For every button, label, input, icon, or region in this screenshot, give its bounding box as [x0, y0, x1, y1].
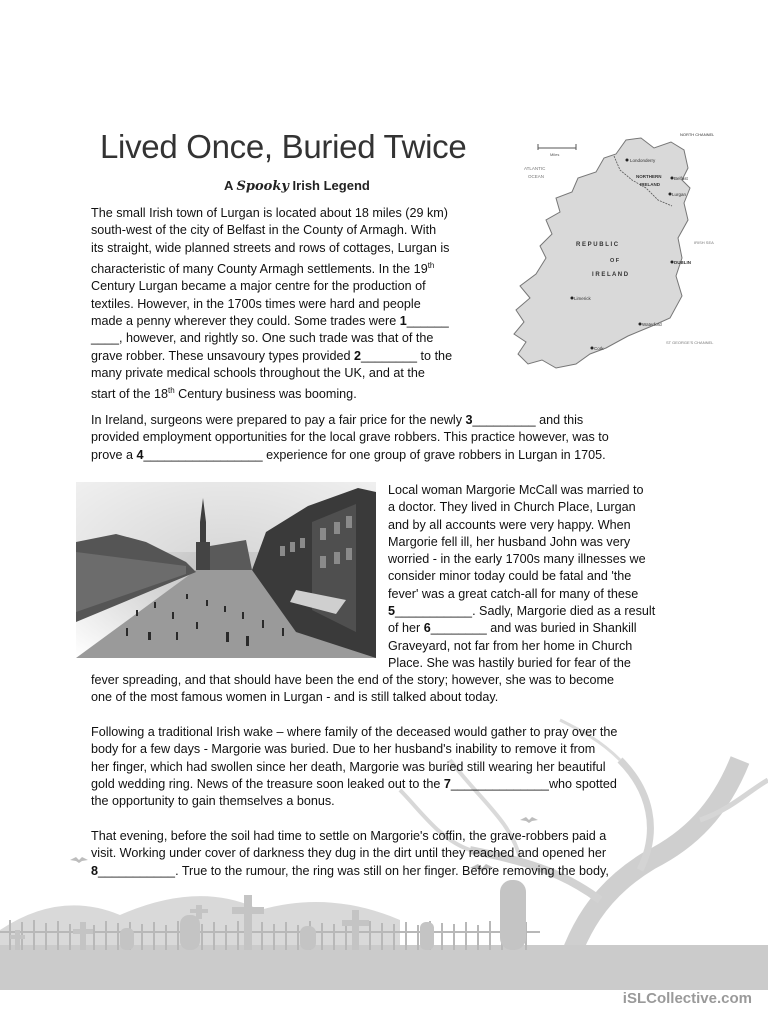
- ireland-map: [506, 128, 714, 378]
- svg-text:IRELAND: IRELAND: [640, 182, 660, 187]
- worksheet-title: Lived Once, Buried Twice: [100, 128, 467, 165]
- blank-7: 7: [443, 776, 451, 791]
- svg-text:ST GEORGE'S CHANNEL: ST GEORGE'S CHANNEL: [666, 340, 714, 345]
- subtitle-prefix: A: [224, 178, 233, 193]
- svg-text:Lurgan: Lurgan: [672, 192, 687, 197]
- blank-8: 8: [91, 863, 99, 878]
- svg-text:NORTHERN: NORTHERN: [636, 174, 662, 179]
- lurgan-street-photo: [76, 482, 376, 658]
- blank-5: 5: [388, 604, 396, 619]
- svg-text:O F: O F: [610, 258, 620, 264]
- paragraph-3-continued: fever spreading, and that should have been the end of the story; however, she was to become one of the most famous women in Lurgan - and is still talked about today.: [91, 673, 614, 705]
- svg-text:I R E L A N D: I R E L A N D: [592, 272, 629, 278]
- worksheet-subtitle: [224, 178, 370, 194]
- paragraph-1: The small Irish town of Lurgan is located about 18 miles (29 km) south-west of the city of Belfast in the County of Armagh. With its straight, wide planned streets and rows of cottages, Lurgan is characteristic of many County Armagh settlements. In the 19th Century Lurgan became a major centre for the production of textiles. However, in the 1700s times were hard and people made a penny wherever they could. Some trades were 1______ ____, however, and rightly so. One such trade was that of the grave robber. These unsavoury types provided 2________ to the many private medical schools throughout the UK, and at the start of the 18th Century business was booming.: [91, 206, 453, 402]
- svg-text:NORTH CHANNEL: NORTH CHANNEL: [680, 132, 714, 137]
- svg-text:Cork: Cork: [594, 346, 604, 351]
- svg-text:DUBLIN: DUBLIN: [674, 260, 691, 265]
- svg-text:OCEAN: OCEAN: [528, 174, 545, 179]
- svg-text:IRISH SEA: IRISH SEA: [694, 240, 714, 245]
- svg-text:Londonderry: Londonderry: [630, 158, 656, 163]
- paragraph-3: Local woman Margorie McCall was married to a doctor. They lived in Church Place, Lurgan and by all accounts were very happy. When Margorie fell ill, her husband John was very worried - in the early 1700s many illnesses we consider minor today could be fatal and 'the fever' was a great catch-all for many of these 5___________. Sadly, Margorie died as a result of her 6________ and was buried in Shankill Graveyard, not far from her home in Church Place. She was hastily buried for fear of the: [388, 483, 656, 670]
- blank-6: 6: [423, 621, 431, 636]
- paragraph-4: Following a traditional Irish wake – where family of the deceased would gather to pray over the body for a few days - Margorie was buried. Due to her husband's inability to remove it from her finger, which had swollen since her death, Margorie was buried still wearing her beautiful gold wedding ring. News of the treasure soon leaked out to the 7______________who spotted the opportunity to gain themselves a bonus.: [91, 725, 618, 809]
- svg-text:Belfast: Belfast: [674, 176, 688, 181]
- blank-2: 2: [354, 348, 362, 363]
- svg-text:R E P U B L I C: R E P U B L I C: [576, 242, 619, 248]
- site-watermark: iSLCollective.com: [622, 990, 752, 1007]
- subtitle-suffix: Irish Legend: [292, 178, 370, 193]
- svg-text:Waterford: Waterford: [642, 322, 662, 327]
- subtitle-spooky-word: Spooky: [236, 179, 289, 194]
- blank-3: 3: [465, 413, 473, 427]
- blank-1: 1: [399, 313, 407, 328]
- paragraph-2: In Ireland, surgeons were prepared to pay a fair price for the newly 3_________ and this provided employment opportunities for the local grave robbers. This practice however, was to prove a 4_________________ experience for one group of grave robbers in Lurgan in 1705.: [91, 413, 609, 462]
- map-scale-label: Miles: [550, 152, 560, 157]
- svg-text:Limerick: Limerick: [574, 296, 591, 301]
- blank-4: 4: [136, 447, 144, 462]
- paragraph-5: That evening, before the soil had time to settle on Margorie's coffin, the grave-robbers paid a visit. Working under cover of darkness they dug in the dirt until they reached and opened her 8___________. True to the rumour, the ring was still on her finger. Before removing the body,: [91, 829, 609, 878]
- svg-text:ATLANTIC: ATLANTIC: [524, 166, 546, 171]
